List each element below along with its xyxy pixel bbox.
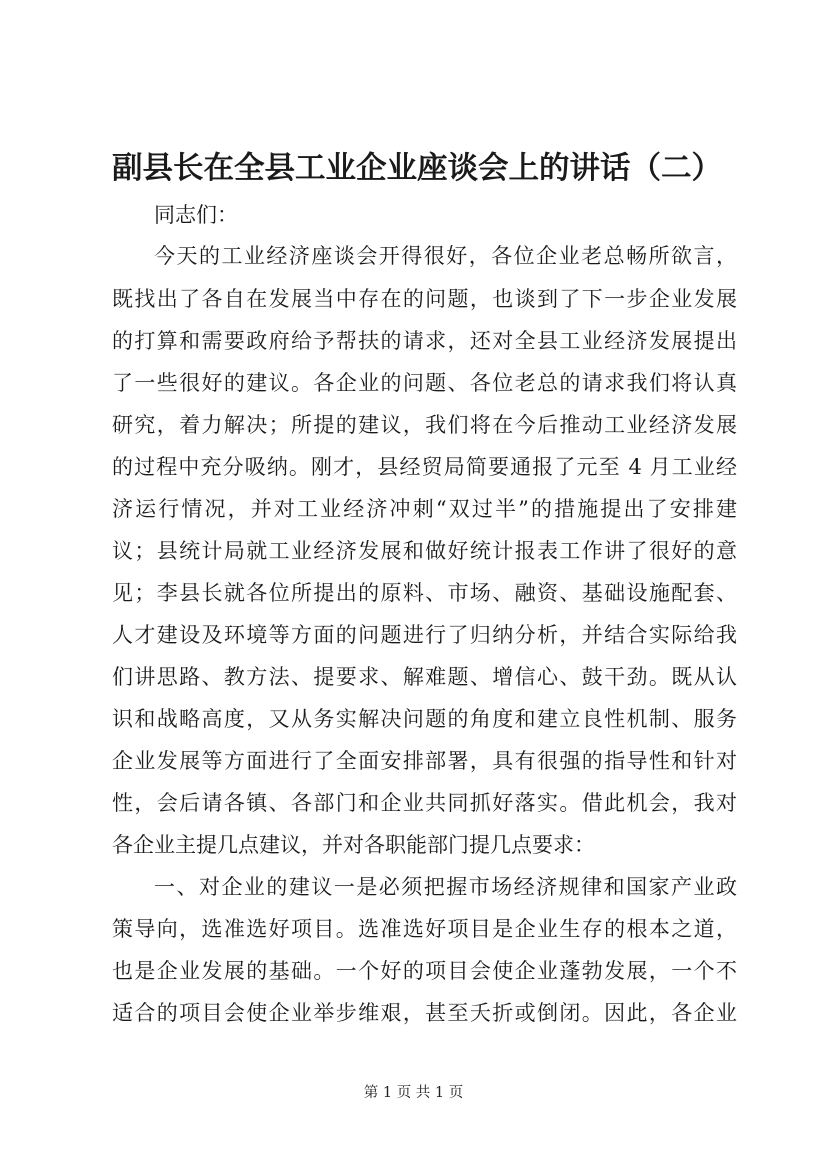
paragraph-line: 的过程中充分吸纳。刚才，县经贸局简要通报了元至 4 月工业经: [112, 455, 737, 479]
paragraph-line: 各企业主提几点建议，并对各职能部门提几点要求：: [112, 833, 595, 857]
document-title: 副县长在全县工业企业座谈会上的讲话（二）: [112, 150, 722, 186]
paragraph-line: 今天的工业经济座谈会开得很好，各位企业老总畅所欲言，: [154, 244, 737, 268]
paragraph-line: 识和战略高度，又从务实解决问题的角度和建立良性机制、服务: [112, 707, 737, 731]
paragraph-line: 人才建设及环境等方面的问题进行了归纳分析，并结合实际给我: [112, 623, 737, 647]
paragraph-line: 议；县统计局就工业经济发展和做好统计报表工作讲了很好的意: [112, 539, 737, 563]
salutation: 同志们：: [154, 203, 238, 227]
paragraph-line: 企业发展等方面进行了全面安排部署，具有很强的指导性和针对: [112, 749, 737, 773]
paragraph-line: 也是企业发展的基础。一个好的项目会使企业蓬勃发展，一个不: [112, 959, 737, 983]
paragraph-line: 的打算和需要政府给予帮扶的请求，还对全县工业经济发展提出: [112, 329, 737, 353]
paragraph-line: 性，会后请各镇、各部门和企业共同抓好落实。借此机会，我对: [112, 791, 737, 815]
paragraph-line: 适合的项目会使企业举步维艰，甚至夭折或倒闭。因此，各企业: [112, 1001, 737, 1025]
paragraph-line: 们讲思路、教方法、提要求、解难题、增信心、鼓干劲。既从认: [112, 665, 737, 689]
paragraph-line: 一、对企业的建议一是必须把握市场经济规律和国家产业政: [154, 875, 737, 899]
paragraph-line: 研究，着力解决；所提的建议，我们将在今后推动工业经济发展: [112, 413, 737, 437]
page-footer: 第 1 页 共 1 页: [363, 1085, 464, 1101]
paragraph-line: 了一些很好的建议。各企业的问题、各位老总的请求我们将认真: [112, 371, 737, 395]
paragraph-line: 济运行情况，并对工业经济冲刺“双过半”的措施提出了安排建: [112, 497, 737, 521]
paragraph-line: 既找出了各自在发展当中存在的问题，也谈到了下一步企业发展: [112, 287, 737, 311]
paragraph-line: 见；李县长就各位所提出的原料、市场、融资、基础设施配套、: [112, 581, 737, 605]
paragraph-line: 策导向，选准选好项目。选准选好项目是企业生存的根本之道，: [112, 917, 737, 941]
